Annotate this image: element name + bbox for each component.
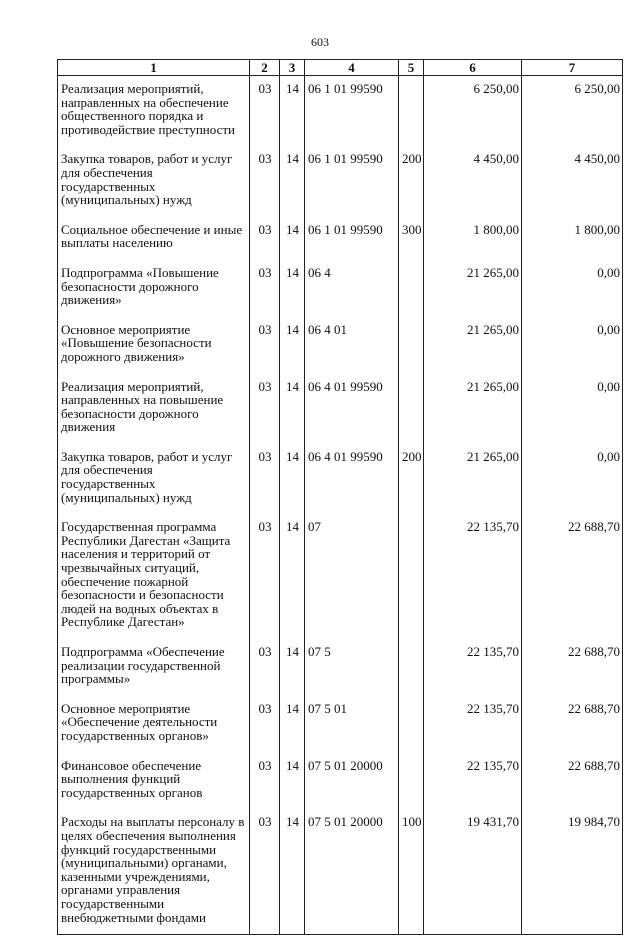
amount-year-1: 1 800,00: [424, 217, 522, 260]
subsection-code: 14: [280, 514, 305, 639]
amount-year-2: 22 688,70: [522, 696, 623, 753]
expense-name: Подпрограмма «Повышение безопасности дорожного движения»: [58, 260, 250, 317]
target-article-code: 07 5: [305, 639, 399, 696]
subsection-code: 14: [280, 76, 305, 147]
table-row: [58, 639, 623, 696]
amount-year-1: 19 431,70: [424, 809, 522, 934]
header-col-3: 3: [280, 60, 305, 76]
amount-year-2: 22 688,70: [522, 514, 623, 639]
section-code: 03: [250, 317, 280, 374]
header-col-6: 6: [424, 60, 522, 76]
expense-name: Основное мероприятие «Повышение безопасности дорожного движения»: [58, 317, 250, 374]
expense-type-code: 300: [399, 217, 424, 260]
amount-year-2: 19 984,70: [522, 809, 623, 934]
amount-year-2: 6 250,00: [522, 76, 623, 147]
expense-type-code: [399, 514, 424, 639]
amount-year-2: 1 800,00: [522, 217, 623, 260]
expense-type-code: [399, 317, 424, 374]
amount-year-2: 4 450,00: [522, 146, 623, 216]
header-row: [58, 60, 623, 76]
page-number: 603: [311, 35, 329, 49]
header-col-2: 2: [250, 60, 280, 76]
amount-year-1: 22 135,70: [424, 696, 522, 753]
section-code: 03: [250, 639, 280, 696]
subsection-code: 14: [280, 639, 305, 696]
table-row: [58, 444, 623, 514]
target-article-code: 06 1 01 99590: [305, 217, 399, 260]
section-code: 03: [250, 753, 280, 810]
amount-year-2: 0,00: [522, 444, 623, 514]
subsection-code: 14: [280, 217, 305, 260]
table-row: [58, 217, 623, 260]
target-article-code: 06 4 01 99590: [305, 374, 399, 444]
table-row: [58, 146, 623, 216]
subsection-code: 14: [280, 260, 305, 317]
expense-name: Закупка товаров, работ и услуг для обеспечения государственных (муниципальных) нужд: [58, 444, 250, 514]
expense-name: Подпрограмма «Обеспечение реализации государственной программы»: [58, 639, 250, 696]
subsection-code: 14: [280, 696, 305, 753]
budget-table: [57, 59, 623, 935]
table-row: [58, 809, 623, 934]
section-code: 03: [250, 146, 280, 216]
header-col-1: 1: [58, 60, 250, 76]
table-row: [58, 317, 623, 374]
expense-name: Реализация мероприятий, направленных на повышение безопасности дорожного движения: [58, 374, 250, 444]
table-row: [58, 260, 623, 317]
expense-type-code: 200: [399, 444, 424, 514]
expense-name: Социальное обеспечение и иные выплаты населению: [58, 217, 250, 260]
subsection-code: 14: [280, 146, 305, 216]
target-article-code: 06 4 01 99590: [305, 444, 399, 514]
table-row: [58, 374, 623, 444]
amount-year-1: 21 265,00: [424, 317, 522, 374]
amount-year-2: 0,00: [522, 374, 623, 444]
subsection-code: 14: [280, 444, 305, 514]
target-article-code: 06 4 01: [305, 317, 399, 374]
table-row: [58, 696, 623, 753]
header-col-7: 7: [522, 60, 623, 76]
amount-year-1: 21 265,00: [424, 260, 522, 317]
amount-year-1: 22 135,70: [424, 639, 522, 696]
expense-type-code: [399, 76, 424, 147]
amount-year-2: 22 688,70: [522, 639, 623, 696]
target-article-code: 06 1 01 99590: [305, 146, 399, 216]
amount-year-2: 0,00: [522, 260, 623, 317]
section-code: 03: [250, 809, 280, 934]
expense-name: Основное мероприятие «Обеспечение деятельности государственных органов»: [58, 696, 250, 753]
header-col-4: 4: [305, 60, 399, 76]
expense-type-code: 200: [399, 146, 424, 216]
target-article-code: 07: [305, 514, 399, 639]
expense-type-code: [399, 374, 424, 444]
amount-year-1: 22 135,70: [424, 514, 522, 639]
target-article-code: 06 4: [305, 260, 399, 317]
amount-year-1: 6 250,00: [424, 76, 522, 147]
target-article-code: 06 1 01 99590: [305, 76, 399, 147]
section-code: 03: [250, 374, 280, 444]
table-row: [58, 514, 623, 639]
table-row: [58, 76, 623, 147]
subsection-code: 14: [280, 753, 305, 810]
expense-name: Финансовое обеспечение выполнения функций государственных органов: [58, 753, 250, 810]
expense-name: Реализация мероприятий, направленных на обеспечение общественного порядка и противодействие преступности: [58, 76, 250, 147]
section-code: 03: [250, 217, 280, 260]
section-code: 03: [250, 696, 280, 753]
amount-year-1: 21 265,00: [424, 444, 522, 514]
amount-year-2: 22 688,70: [522, 753, 623, 810]
amount-year-1: 4 450,00: [424, 146, 522, 216]
target-article-code: 07 5 01 20000: [305, 809, 399, 934]
expense-name: Государственная программа Республики Дагестан «Защита населения и территорий от чрезвычайных ситуаций, обеспечение пожарной безопасности и безопасности людей на водных объектах в Республике Дагестан»: [58, 514, 250, 639]
section-code: 03: [250, 260, 280, 317]
expense-type-code: [399, 260, 424, 317]
target-article-code: 07 5 01: [305, 696, 399, 753]
header-col-5: 5: [399, 60, 424, 76]
expense-type-code: 100: [399, 809, 424, 934]
target-article-code: 07 5 01 20000: [305, 753, 399, 810]
subsection-code: 14: [280, 317, 305, 374]
subsection-code: 14: [280, 809, 305, 934]
amount-year-2: 0,00: [522, 317, 623, 374]
table-row: [58, 753, 623, 810]
section-code: 03: [250, 514, 280, 639]
expense-type-code: [399, 696, 424, 753]
expense-name: Закупка товаров, работ и услуг для обеспечения государственных (муниципальных) нужд: [58, 146, 250, 216]
amount-year-1: 22 135,70: [424, 753, 522, 810]
amount-year-1: 21 265,00: [424, 374, 522, 444]
expense-type-code: [399, 639, 424, 696]
subsection-code: 14: [280, 374, 305, 444]
section-code: 03: [250, 444, 280, 514]
section-code: 03: [250, 76, 280, 147]
expense-name: Расходы на выплаты персоналу в целях обеспечения выполнения функций государственными (муниципальными) органами, казенными учреждениями, органами управления государственными внебюджетными фондами: [58, 809, 250, 934]
expense-type-code: [399, 753, 424, 810]
